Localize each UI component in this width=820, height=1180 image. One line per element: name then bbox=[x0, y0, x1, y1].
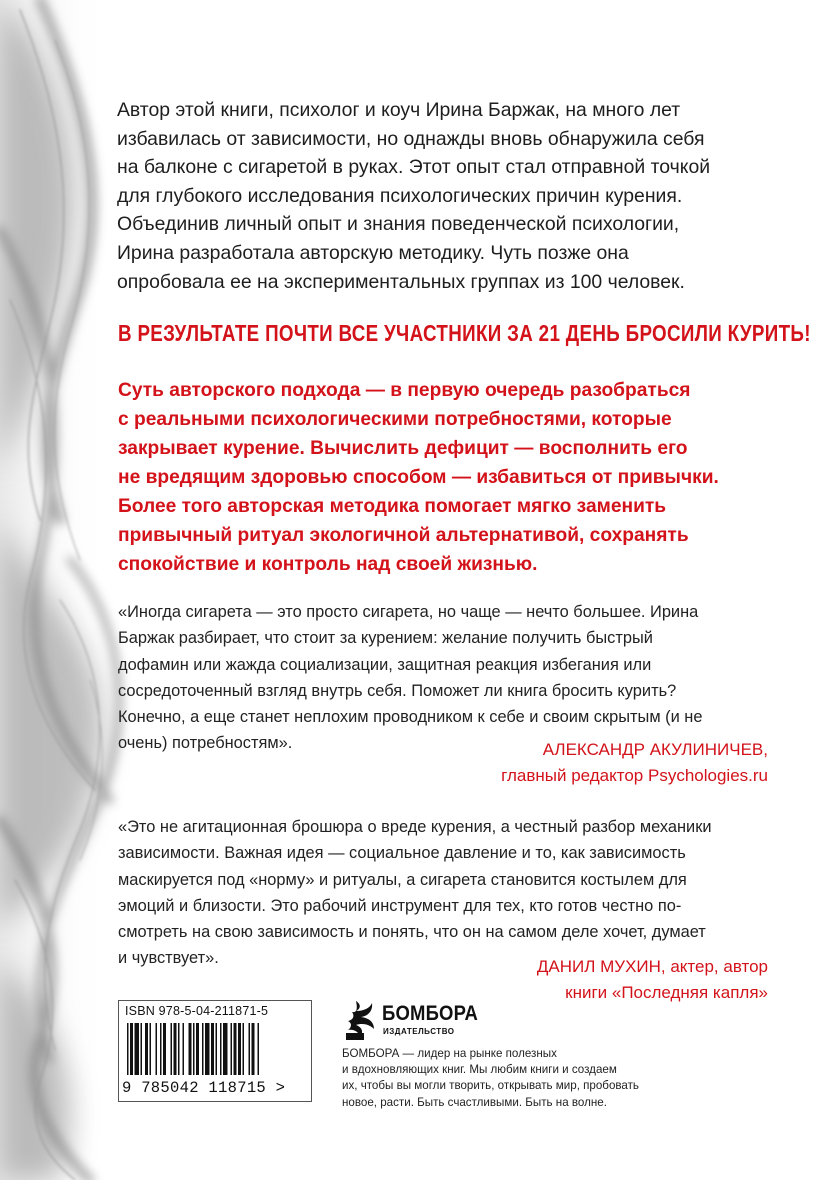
barcode-bar bbox=[183, 1023, 185, 1075]
barcode-bar bbox=[205, 1023, 210, 1075]
approach-line: с реальными психологическими потребностями, которые bbox=[118, 409, 672, 430]
barcode-bar bbox=[258, 1023, 260, 1075]
publisher-description bbox=[342, 1046, 642, 1111]
bombora-flame-icon bbox=[342, 999, 378, 1041]
barcode-bar bbox=[174, 1023, 177, 1075]
isbn-label: ISBN 978-5-04-211871-5 bbox=[125, 1004, 269, 1018]
intro-line: для глубокого исследования психологических причин курения. bbox=[117, 184, 683, 207]
approach-paragraph bbox=[118, 376, 768, 579]
approach-line: Более того авторская методика помогает мягко заменить bbox=[118, 496, 667, 517]
reviewer-role: книги «Последняя капля» bbox=[565, 983, 768, 1002]
intro-line: Ирина разработала авторскую методику. Чуть позже она bbox=[117, 241, 629, 264]
quote-line: очень) потребностям». bbox=[118, 734, 293, 753]
intro-line: Автор этой книги, психолог и коуч Ирина Баржак, на много лет bbox=[117, 99, 681, 121]
publisher-line: новое, расти. Быть счастливыми. Быть на волне. bbox=[342, 1095, 607, 1109]
barcode-bar bbox=[238, 1023, 241, 1075]
barcode-bar bbox=[127, 1023, 129, 1075]
barcode-bar bbox=[223, 1023, 228, 1075]
approach-line: Суть авторского подхода — в первую очередь разобраться bbox=[118, 380, 691, 401]
barcode-bar bbox=[216, 1023, 218, 1075]
review-quote-2 bbox=[118, 814, 768, 972]
quote-line: «Это не агитационная брошюра о вреде курения, а честный разбор механики bbox=[118, 818, 712, 836]
barcode-bar bbox=[156, 1023, 158, 1075]
publisher-line: БОМБОРА — лидер на рынке полезных bbox=[342, 1047, 557, 1060]
barcode-bar bbox=[171, 1023, 173, 1075]
approach-line: не вредящим здоровью способом — избавиться от привычки. bbox=[118, 467, 719, 488]
barcode-bar bbox=[178, 1023, 180, 1075]
barcode-bar bbox=[211, 1023, 214, 1075]
review-quote-1 bbox=[118, 599, 768, 757]
review-attribution-2 bbox=[537, 954, 768, 1006]
reviewer-name: ДАНИЛ МУХИН, актер, автор bbox=[536, 957, 768, 976]
quote-line: зависимости. Важная идея — социальное давление и то, как зависимость bbox=[118, 844, 686, 863]
reviewer-role: главный редактор Psychologies.ru bbox=[501, 766, 768, 785]
quote-line: и чувствует». bbox=[118, 949, 219, 968]
barcode-bar bbox=[249, 1023, 251, 1075]
quote-line: смотреть на свою зависимость и понять, что он на самом деле хочет, думает bbox=[118, 923, 706, 942]
quote-line: Конечно, а еще станет неплохим проводником к себе и своим скрытым (и не bbox=[118, 708, 703, 727]
approach-line: привычный ритуал экологичной альтернативой, сохранять bbox=[118, 525, 689, 546]
quote-line: маскируется под «норму» и ритуалы, а сигарета становится костылем для bbox=[118, 870, 687, 889]
publisher-name: БОМБОРА bbox=[382, 1002, 478, 1025]
barcode-number: 9 785042 118715 > bbox=[122, 1079, 286, 1097]
approach-line: спокойствие и контроль над своей жизнью. bbox=[118, 554, 538, 575]
reviewer-name: АЛЕКСАНДР АКУЛИНИЧЕВ, bbox=[542, 740, 768, 759]
barcode-bar bbox=[163, 1023, 166, 1075]
review-attribution-1 bbox=[501, 737, 768, 789]
barcode-bar bbox=[202, 1023, 204, 1075]
quote-line: «Иногда сигарета — это просто сигарета, но чаще — нечто большее. Ирина bbox=[118, 603, 699, 621]
barcode-bar bbox=[145, 1023, 148, 1075]
barcode-bar bbox=[141, 1023, 143, 1075]
barcode-bar bbox=[189, 1023, 192, 1075]
result-headline: В РЕЗУЛЬТАТЕ ПОЧТИ ВСЕ УЧАСТНИКИ ЗА 21 ДЕНЬ БРОСИЛИ КУРИТЬ! bbox=[118, 320, 811, 346]
barcode-bar bbox=[234, 1023, 237, 1075]
barcode-bar bbox=[193, 1023, 195, 1075]
quote-line: дофамин или жажда социализации, защитная реакция избегания или bbox=[118, 655, 652, 674]
publisher-line: их, чтобы вы могли творить, открывать мир, пробовать bbox=[342, 1079, 639, 1093]
barcode-bar bbox=[135, 1023, 140, 1075]
publisher-line: и вдохновляющих книг. Мы любим книги и создаем bbox=[342, 1063, 617, 1077]
publisher-subtitle: ИЗДАТЕЛЬСТВО bbox=[383, 1027, 455, 1036]
intro-line: на балконе с сигаретой в руках. Этот опыт стал отправной точкой bbox=[117, 156, 711, 179]
quote-line: сосредоточенный взгляд внутрь себя. Поможет ли книга бросить курить? bbox=[118, 681, 677, 700]
barcode-bar bbox=[252, 1023, 255, 1075]
barcode-bar bbox=[130, 1023, 133, 1075]
publisher-logo bbox=[342, 999, 502, 1041]
quote-line: Баржак разбирает, что стоит за курением: желание получить быстрый bbox=[118, 629, 653, 648]
barcode-bar bbox=[196, 1023, 199, 1075]
intro-line: избавилась от зависимости, но однажды вновь обнаружила себя bbox=[117, 127, 705, 150]
approach-line: закрывает курение. Вычислить дефицит — восполнить его bbox=[118, 438, 688, 459]
barcode-bar bbox=[220, 1023, 222, 1075]
intro-line: Объединив личный опыт и знания поведенческой психологии, bbox=[117, 213, 680, 236]
intro-line: опробовала ее на экспериментальных группах из 100 человек. bbox=[117, 270, 685, 293]
isbn-barcode bbox=[118, 1000, 312, 1102]
barcode-bar bbox=[231, 1023, 233, 1075]
barcode-bar bbox=[160, 1023, 162, 1075]
barcode-bars bbox=[125, 1023, 305, 1079]
quote-line: эмоций и близости. Это рабочий инструмент для тех, кто готов честно по- bbox=[118, 896, 682, 915]
intro-paragraph bbox=[117, 96, 757, 296]
barcode-bar bbox=[150, 1023, 152, 1075]
barcode-bar bbox=[243, 1023, 245, 1075]
